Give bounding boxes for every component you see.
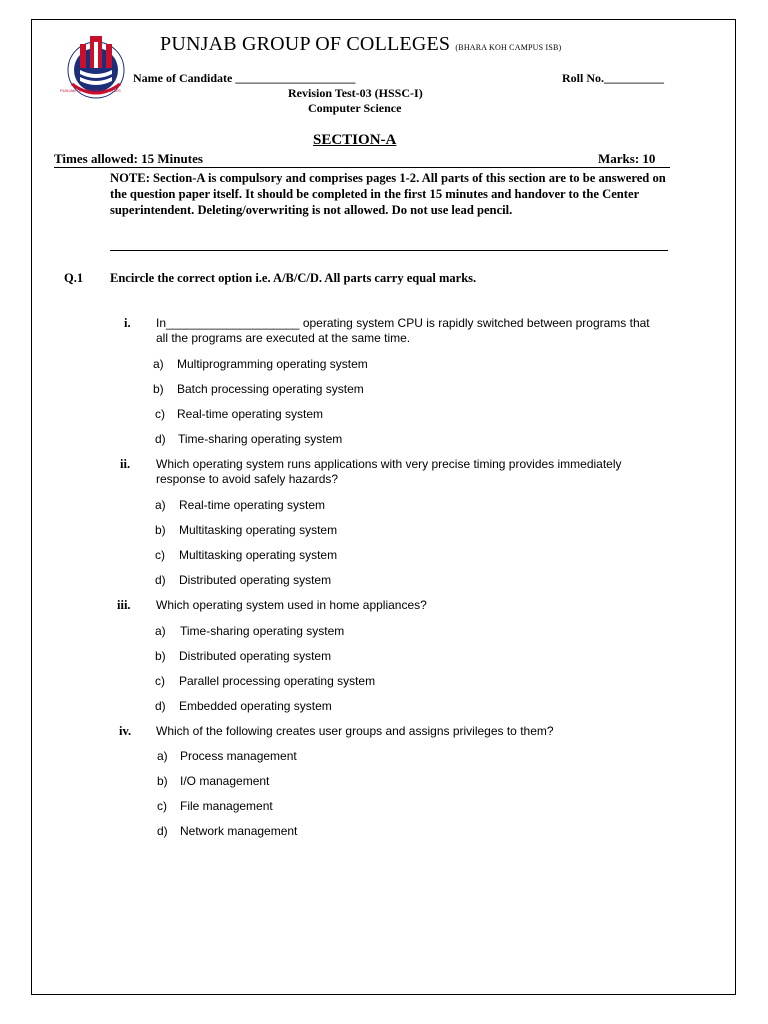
option-letter: d) (155, 573, 166, 587)
option-letter: d) (155, 699, 166, 713)
option-text[interactable]: I/O management (180, 774, 270, 788)
part-number: iv. (119, 724, 132, 738)
option-text[interactable]: Distributed operating system (179, 649, 332, 663)
option-letter: b) (155, 523, 166, 537)
option-text[interactable]: Network management (180, 824, 298, 838)
option-text[interactable]: Process management (180, 749, 297, 763)
option-letter: c) (155, 407, 165, 421)
part-question: Which operating system used in home appliances? (156, 598, 427, 612)
test-title: Revision Test-03 (HSSC-I) (288, 86, 423, 100)
part-number: ii. (120, 457, 131, 471)
instructions-note: NOTE: Section-A is compulsory and comprises pages 1-2. All parts of this section are to be answered on the question paper itself. It should be completed in the first 15 minutes and handover to the Center superintendent. Deleting/overwriting is not allowed. Do not use lead pencil. (110, 171, 666, 217)
logo-text: PUNJAB GROUP OF COLLEGES (60, 88, 121, 93)
campus-name: (BHARA KOH CAMPUS ISB) (455, 43, 562, 52)
college-name (160, 33, 561, 56)
part-question: In____________________ operating system CPU is rapidly switched between programs that all the programs are executed at the same time. (156, 316, 650, 345)
option-letter: c) (155, 674, 165, 688)
college-title: PUNJAB GROUP OF COLLEGES (160, 33, 451, 55)
option-text[interactable]: Multitasking operating system (179, 523, 338, 537)
option-letter: c) (157, 799, 167, 813)
part-number: iii. (117, 598, 131, 612)
option-letter: a) (157, 749, 168, 763)
part-number: i. (124, 316, 131, 330)
option-letter: d) (155, 432, 166, 446)
section-heading: SECTION-A (313, 132, 397, 148)
option-text[interactable]: Embedded operating system (179, 699, 332, 713)
option-text[interactable]: Time-sharing operating system (178, 432, 343, 446)
option-letter: c) (155, 548, 165, 562)
option-letter: b) (157, 774, 168, 788)
option-text[interactable]: Multiprogramming operating system (177, 357, 368, 371)
header-divider (54, 167, 670, 168)
note-divider (110, 250, 668, 251)
option-letter: a) (155, 498, 166, 512)
option-text[interactable]: Time-sharing operating system (180, 624, 345, 638)
candidate-name-field[interactable]: Name of Candidate ____________________ (133, 71, 356, 85)
option-text[interactable]: Distributed operating system (179, 573, 332, 587)
option-letter: b) (153, 382, 164, 396)
part-question: Which operating system runs applications with very precise timing provides immediately response to avoid safely hazards? (156, 457, 622, 486)
time-allowed: Times allowed: 15 Minutes (54, 151, 203, 166)
option-text[interactable]: Multitasking operating system (179, 548, 338, 562)
option-text[interactable]: File management (180, 799, 273, 813)
roll-number-field[interactable]: Roll No.__________ (562, 71, 664, 85)
option-letter: d) (157, 824, 168, 838)
option-letter: a) (155, 624, 166, 638)
option-letter: b) (155, 649, 166, 663)
option-text[interactable]: Parallel processing operating system (179, 674, 376, 688)
subject-title: Computer Science (308, 101, 402, 115)
option-text[interactable]: Real-time operating system (177, 407, 324, 421)
part-question: Which of the following creates user groups and assigns privileges to them? (156, 724, 554, 738)
question-number: Q.1 (64, 271, 84, 285)
option-text[interactable]: Real-time operating system (179, 498, 326, 512)
total-marks: Marks: 10 (598, 151, 656, 166)
option-letter: a) (153, 357, 164, 371)
option-text[interactable]: Batch processing operating system (177, 382, 364, 396)
question-instruction: Encircle the correct option i.e. A/B/C/D. All parts carry equal marks. (110, 271, 477, 285)
